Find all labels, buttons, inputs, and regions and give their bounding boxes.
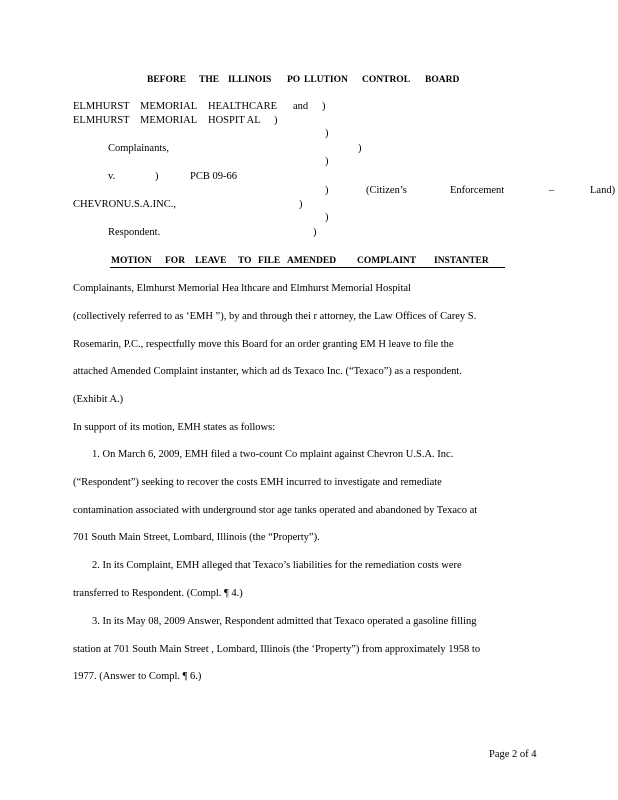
header-word: BOARD [425, 75, 460, 85]
title-underline [110, 267, 505, 268]
caption-paren: ) [299, 199, 303, 210]
motion-title-word: AMENDED [287, 256, 337, 266]
paragraph-line: (“Respondent”) seeking to recover the costs EMH incurred to investigate and remediate [73, 477, 442, 488]
paragraph-line: 1977. (Answer to Compl. ¶ 6.) [73, 671, 202, 682]
support-line: In support of its motion, EMH states as follows: [73, 422, 276, 433]
paragraph-line: attached Amended Complaint instanter, which ad ds Texaco Inc. (“Texaco”) as a respondent. [73, 366, 462, 377]
motion-title-word: FOR [165, 256, 186, 266]
paragraph-line: Rosemarin, P.C., respectfully move this Board for an order granting EM H leave to file the [73, 339, 454, 350]
paragraph-line: 1. On March 6, 2009, EMH filed a two-count Co mplaint against Chevron U.S.A. Inc. [92, 449, 454, 460]
header-word: THE [199, 75, 220, 85]
header-word: ILLINOIS [228, 75, 272, 85]
header-word: BEFORE [147, 75, 187, 85]
caption-paren: ) [358, 143, 362, 154]
paragraph-line: 2. In its Complaint, EMH alleged that Texaco’s liabilities for the remediation costs were [92, 560, 462, 571]
header-word: CONTROL [362, 75, 411, 85]
paragraph-line: (collectively referred to as ‘EMH ”), by and through thei r attorney, the Law Offices of Carey S. [73, 311, 477, 322]
paragraph-line: 3. In its May 08, 2009 Answer, Respondent admitted that Texaco operated a gasoline filling [92, 616, 477, 627]
complainant-name: MEMORIAL [140, 115, 198, 126]
caption-paren: ) [155, 171, 159, 182]
caption-paren: ) [325, 156, 329, 167]
complainants-label: Complainants, [108, 143, 169, 154]
caption-paren: ) [322, 101, 326, 112]
motion-title-word: FILE [258, 256, 281, 266]
paragraph-line: station at 701 South Main Street , Lombard, Illinois (the ‘Property”) from approximately 1958 to [73, 644, 481, 655]
motion-title-word: INSTANTER [434, 256, 489, 266]
caption-paren: ) [274, 115, 278, 126]
header-word: LLUTION [304, 75, 348, 85]
complainant-name: ELMHURST [73, 115, 130, 126]
case-type: (Citizen’s [366, 185, 407, 196]
caption-paren: ) [325, 185, 329, 196]
page-number: Page 2 of 4 [489, 749, 537, 760]
complainant-name: and [293, 101, 309, 112]
case-type: Land) [590, 185, 616, 196]
caption-paren: ) [325, 128, 329, 139]
complainant-name: HEALTHCARE [208, 101, 278, 112]
paragraph-line: contamination associated with underground stor age tanks operated and abandoned by Texaco at [73, 505, 478, 516]
respondent-label: Respondent. [108, 227, 161, 238]
complainant-name: ELMHURST [73, 101, 130, 112]
respondent-name: CHEVRONU.S.A.INC., [73, 199, 176, 210]
complainant-name: HOSPIT AL [208, 115, 261, 126]
versus-label: v. [108, 171, 116, 182]
paragraph-line: 701 South Main Street, Lombard, Illinois (the “Property”). [73, 532, 320, 543]
case-type: – [549, 185, 555, 196]
motion-title-word: MOTION [111, 256, 152, 266]
motion-title-word: LEAVE [195, 256, 227, 266]
paragraph-line: transferred to Respondent. (Compl. ¶ 4.) [73, 588, 243, 599]
caption-paren: ) [313, 227, 317, 238]
complainant-name: MEMORIAL [140, 101, 198, 112]
header-word: PO [287, 75, 301, 85]
paragraph-line: (Exhibit A.) [73, 394, 124, 405]
paragraph-line: Complainants, Elmhurst Memorial Hea lthcare and Elmhurst Memorial Hospital [73, 283, 411, 294]
motion-title-word: TO [238, 256, 252, 266]
case-type: Enforcement [450, 185, 505, 196]
case-number: PCB 09-66 [190, 171, 237, 182]
caption-paren: ) [325, 212, 329, 223]
motion-title-word: COMPLAINT [357, 256, 417, 266]
